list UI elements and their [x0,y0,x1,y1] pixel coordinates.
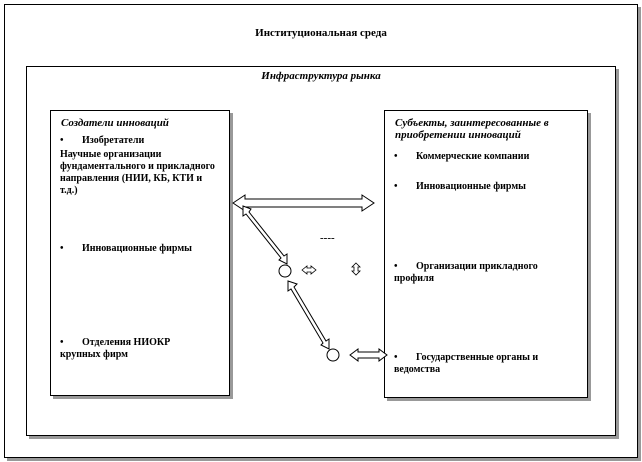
double-arrow-horizontal-bottom [350,349,387,361]
bullet-icon: • [394,352,398,363]
list-item-label: Инновационные фирмы [82,243,192,254]
bullet-icon: • [394,261,398,272]
list-item-label: Изобретатели [82,135,145,146]
list-item-label: Государственные органы и ведомства [394,352,539,375]
small-horizontal-arrow-icon [302,266,316,274]
subjects-heading: Субъекты, заинтересованные в приобретении инноваций [395,117,549,141]
double-arrow-diagonal-lower [288,281,329,349]
list-item-label: Инновационные фирмы [416,181,526,192]
market-infrastructure-title: Инфраструктура рынка [261,70,381,82]
bullet-icon: • [394,181,398,192]
creators-heading: Создатели инноваций [61,117,169,129]
bullet-icon: • [60,243,64,254]
center-dashes-label: ---- [320,232,335,244]
double-arrow-diagonal-upper [243,206,287,264]
list-item-label: Научные организации фундаментального и прикладного направления (НИИ, КБ, КТИ и т.д.) [60,149,215,196]
list-item-label: Коммерческие компании [416,151,530,162]
node-circle-lower [327,349,339,361]
bullet-icon: • [60,135,64,146]
bullet-icon: • [60,337,64,348]
node-circle-upper [279,265,291,277]
double-arrow-horizontal-top [233,195,374,211]
bullet-icon: • [394,151,398,162]
small-vertical-arrow-icon [352,263,360,275]
list-item-label: Отделения НИОКР крупных фирм [60,337,171,360]
institutional-environment-title: Институциональная среда [255,27,387,39]
list-item-label: Организации прикладного профиля [394,261,538,284]
